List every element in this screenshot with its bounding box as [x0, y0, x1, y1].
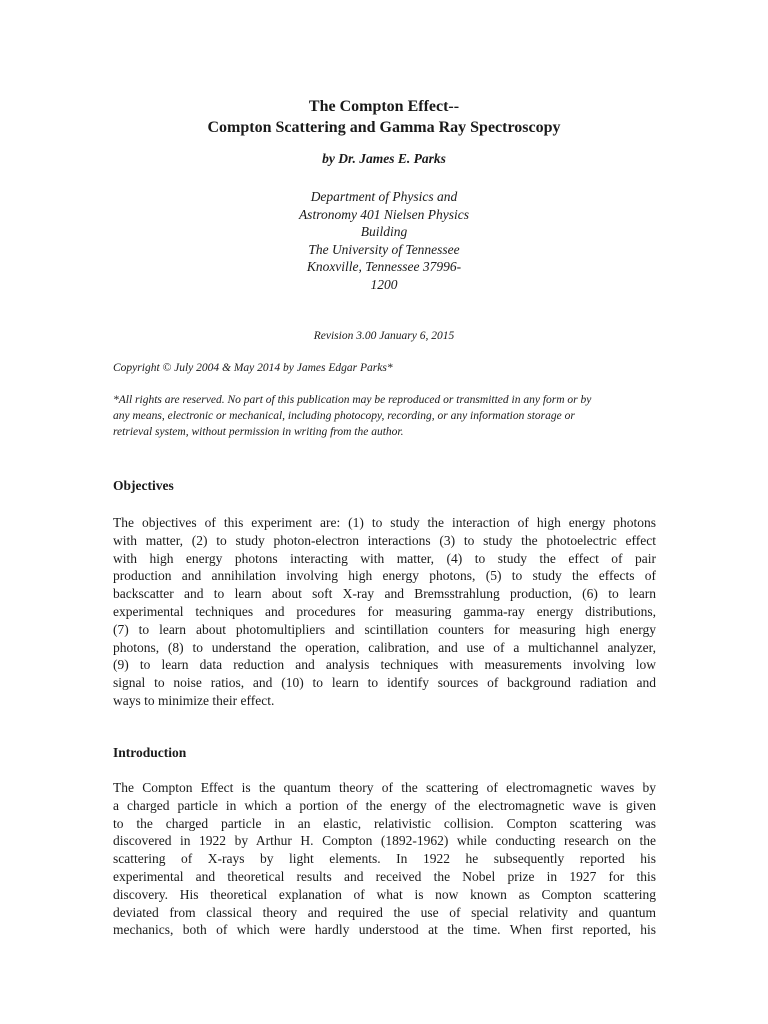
paragraph-line: The Compton Effect is the quantum theory of the scattering of electromagnetic waves by — [113, 780, 656, 795]
title-line-1: The Compton Effect-- — [308, 98, 460, 115]
title-line-2: Compton Scattering and Gamma Ray Spectroscopy — [207, 119, 561, 136]
paragraph-line: experimental and theoretical results and received the Nobel prize in 1927 for this — [113, 868, 656, 884]
paragraph-line: production and annihilation involving high energy photons, (5) to study the effects of — [113, 568, 656, 584]
paragraph-line: discovery. His theoretical explanation of what is now known as Compton scattering — [113, 886, 656, 902]
paragraph-line: ways to minimize their effect. — [113, 692, 275, 708]
introduction-paragraph — [113, 779, 656, 939]
paragraph-line: with matter, (2) to study photon-electron interactions (3) to study the photoelectric effect — [113, 532, 656, 548]
paragraph-line: mechanics, both of which were hardly understood at the time. When first reported, his — [113, 922, 656, 938]
objectives-heading: Objectives — [113, 478, 174, 493]
paragraph-line: scattering of X-rays by light elements. In 1922 he subsequently reported his — [113, 851, 656, 867]
introduction-heading: Introduction — [113, 745, 187, 760]
affiliation-line: Knoxville, Tennessee 37996- — [306, 259, 462, 275]
paragraph-line: photons, (8) to understand the operation, calibration, and use of a multichannel analyzer, — [113, 639, 656, 655]
objectives-paragraph — [113, 514, 656, 710]
rights-line: *All rights are reserved. No part of this publication may be reproduced or transmitted in any form or by — [113, 394, 592, 406]
paragraph-line: with high energy photons interacting with matter, (4) to study the effect of pair — [113, 550, 656, 566]
affiliation-line: Department of Physics and — [310, 189, 458, 204]
affiliation-line: Astronomy 401 Nielsen Physics — [298, 206, 470, 222]
paragraph-line: The objectives of this experiment are: (1) to study the interaction of high energy photons — [113, 515, 656, 530]
rights-notice — [113, 392, 658, 441]
paragraph-line: (9) to learn data reduction and analysis techniques with measurements involving low — [113, 657, 656, 673]
affiliation-line: Building — [360, 224, 408, 240]
revision-note: Revision 3.00 January 6, 2015 — [313, 330, 455, 342]
paragraph-line: deviated from classical theory and required the use of special relativity and quantum — [113, 904, 656, 920]
copyright-notice: Copyright © July 2004 & May 2014 by James Edgar Parks* — [113, 362, 393, 374]
paragraph-line: discovered in 1922 by Arthur H. Compton (1892-1962) while conducting research on the — [113, 833, 656, 849]
paragraph-line: a charged particle in which a portion of the energy of the electromagnetic wave is given — [113, 797, 656, 813]
paragraph-line: experimental techniques and procedures for measuring gamma-ray energy distributions, — [113, 603, 656, 619]
paragraph-line: (7) to learn about photomultipliers and scintillation counters for measuring high energy — [113, 621, 656, 637]
affiliation-line: The University of Tennessee — [308, 241, 460, 257]
author-line: by Dr. James E. Parks — [322, 151, 446, 166]
affiliation-block — [264, 188, 504, 294]
rights-line: retrieval system, without permission in writing from the author. — [113, 426, 404, 439]
paragraph-line: to the charged particle in an elastic, relativistic collision. Compton scattering was — [113, 815, 656, 831]
affiliation-line: 1200 — [370, 276, 398, 292]
document-title — [0, 96, 768, 138]
paragraph-line: backscatter and to learn about soft X-ray and Bremsstrahlung production, (6) to learn — [113, 586, 656, 602]
paragraph-line: signal to noise ratios, and (10) to learn to identify sources of background radiation and — [113, 675, 656, 691]
rights-line: any means, electronic or mechanical, including photocopy, recording, or any information storage or — [113, 410, 575, 423]
